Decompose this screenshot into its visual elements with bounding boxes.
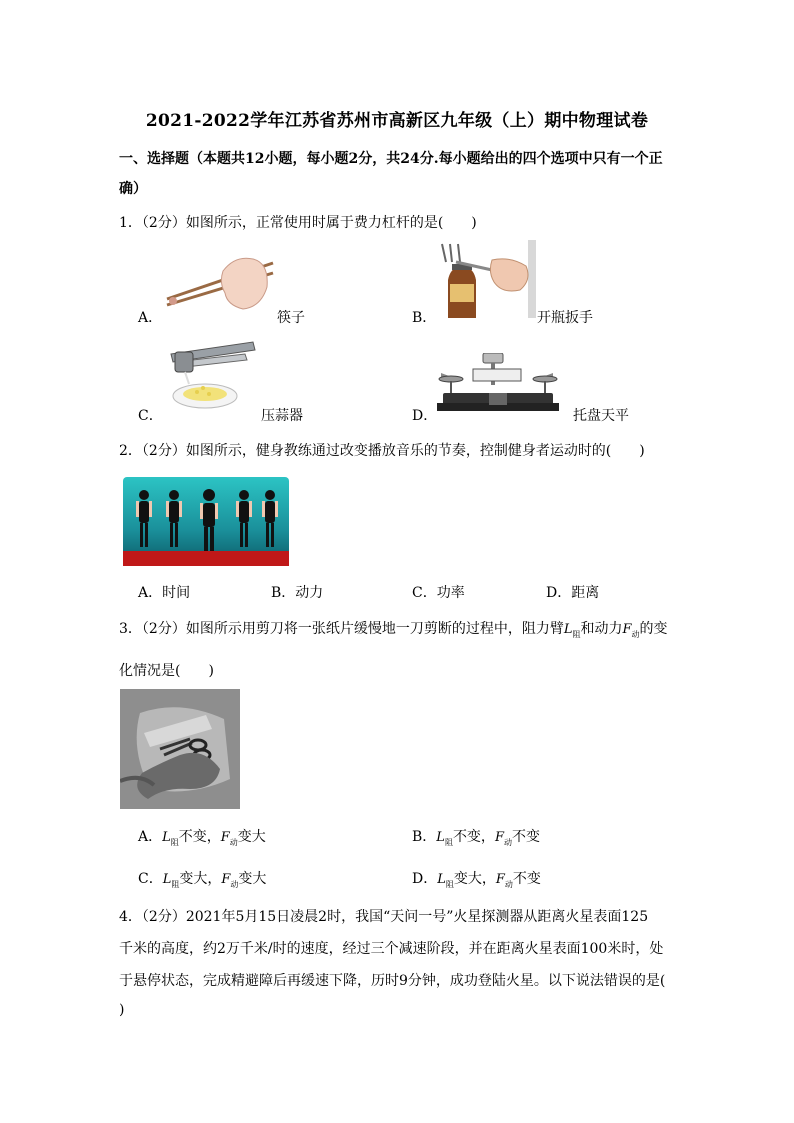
q2-option-a[interactable] bbox=[138, 582, 190, 602]
question-3-stem-line2: 化情况是( ) bbox=[119, 663, 214, 679]
page-title: 2021-2022学年江苏省苏州市高新区九年级（上）期中物理试卷 bbox=[145, 111, 649, 131]
q3-option-a-l-state: 不变， bbox=[178, 829, 221, 845]
q3-option-a-sub-l: 阻 bbox=[170, 837, 179, 847]
q3-option-b-var-l: L bbox=[436, 830, 445, 845]
q3-option-a-var-f: F bbox=[220, 830, 230, 845]
q3-stem-part2: 和动力 bbox=[580, 621, 623, 637]
q3-option-b-l-state: 不变， bbox=[452, 829, 495, 845]
q3-option-a-var-l: L bbox=[162, 830, 171, 845]
q3-sub-l: 阻 bbox=[572, 629, 581, 639]
q3-option-d-var-l: L bbox=[437, 872, 446, 887]
garlic-press-icon bbox=[165, 332, 260, 412]
q3-option-c-var-l: L bbox=[162, 872, 172, 887]
q3-option-b-letter: B． bbox=[412, 829, 437, 845]
q3-option-c-sub-l: 阻 bbox=[171, 879, 180, 889]
q3-option-d-sub-f: 动 bbox=[504, 879, 513, 889]
q3-option-b-sub-l: 阻 bbox=[444, 837, 453, 847]
q3-option-a-f-state: 变大 bbox=[237, 829, 266, 845]
q3-option-c-l-state: 变大， bbox=[179, 871, 222, 887]
q3-option-c-var-f: F bbox=[221, 872, 231, 887]
q3-stem-part1: 3．（2分）如图所示用剪刀将一张纸片缓慢地一刀剪断的过程中，阻力臂 bbox=[119, 621, 564, 637]
q3-option-b[interactable] bbox=[412, 826, 540, 848]
q3-option-c-f-state: 变大 bbox=[238, 871, 267, 887]
q3-option-a[interactable] bbox=[138, 826, 266, 848]
question-1-stem: 1．（2分）如图所示，正常使用时属于费力杠杆的是( ) bbox=[119, 215, 477, 231]
q3-option-a-letter: A． bbox=[138, 829, 163, 845]
q2-option-c-label: 功率 bbox=[436, 585, 465, 601]
q1-option-c-letter[interactable]: C． bbox=[138, 408, 163, 424]
question-2-stem: 2．（2分）如图所示，健身教练通过改变播放音乐的节奏，控制健身者运动时的( ) bbox=[119, 443, 645, 459]
q1-option-d-label: 托盘天平 bbox=[573, 408, 629, 424]
q3-option-b-sub-f: 动 bbox=[503, 837, 512, 847]
q3-option-c-sub-f: 动 bbox=[230, 879, 239, 889]
section-heading: 一、选择题（本题共12小题，每小题2分，共24分.每小题给出的四个选项中只有一个正确） bbox=[119, 151, 663, 197]
question-4-line-3: 于悬停状态，完成精避障后再缓速下降，历时9分钟，成功登陆火星。以下说法错误的是( bbox=[119, 973, 666, 989]
q2-option-a-label: 时间 bbox=[162, 585, 191, 601]
q3-option-d-l-state: 变大， bbox=[453, 871, 496, 887]
q2-option-d-label: 距离 bbox=[571, 585, 600, 601]
q3-option-d[interactable] bbox=[412, 868, 541, 890]
question-4-line-2: 千米的高度，约2万千米/时的速度，经过三个减速阶段，并在距离火星表面100米时，处 bbox=[119, 941, 664, 957]
q2-option-b[interactable] bbox=[271, 582, 323, 602]
q3-option-d-sub-l: 阻 bbox=[445, 879, 454, 889]
q2-option-d[interactable] bbox=[546, 582, 599, 602]
q1-option-a-label: 筷子 bbox=[277, 310, 305, 326]
q3-var-f: F bbox=[622, 622, 632, 637]
q2-option-c[interactable] bbox=[412, 582, 465, 602]
q3-option-b-f-state: 不变 bbox=[511, 829, 540, 845]
q1-option-a-letter[interactable]: A． bbox=[138, 310, 163, 326]
question-4-line-4: ) bbox=[119, 1002, 125, 1018]
bottle-opener-icon bbox=[436, 240, 536, 318]
q3-var-l: L bbox=[563, 622, 573, 637]
q2-option-a-letter: A． bbox=[138, 585, 163, 601]
q3-option-c-letter: C． bbox=[138, 871, 163, 887]
scissors-cutting-image bbox=[120, 689, 240, 809]
q3-option-b-var-f: F bbox=[494, 830, 504, 845]
question-4-line-1: 4．（2分）2021年5月15日凌晨2时，我国“天问一号”火星探测器从距离火星表面125 bbox=[119, 909, 649, 925]
q3-sub-f: 动 bbox=[631, 629, 640, 639]
q2-option-b-label: 动力 bbox=[295, 585, 324, 601]
fitness-dancers-image bbox=[123, 477, 289, 566]
q3-option-d-f-state: 不变 bbox=[512, 871, 541, 887]
q2-option-b-letter: B． bbox=[271, 585, 296, 601]
q1-option-d-letter[interactable]: D． bbox=[412, 408, 438, 424]
q1-option-c-label: 压蒜器 bbox=[261, 408, 303, 424]
q2-option-c-letter: C． bbox=[412, 585, 437, 601]
balance-scale-icon bbox=[437, 353, 559, 415]
q3-option-c[interactable] bbox=[138, 868, 266, 890]
q3-option-d-var-f: F bbox=[495, 872, 505, 887]
q3-option-a-sub-f: 动 bbox=[229, 837, 238, 847]
q3-stem-part3: 的变 bbox=[639, 621, 668, 637]
q3-option-d-letter: D． bbox=[412, 871, 438, 887]
q1-option-b-label: 开瓶扳手 bbox=[537, 310, 593, 326]
question-3-stem bbox=[119, 618, 668, 640]
q2-option-d-letter: D． bbox=[546, 585, 572, 601]
q1-option-b-letter[interactable]: B． bbox=[412, 310, 437, 326]
chopsticks-icon bbox=[165, 253, 275, 313]
